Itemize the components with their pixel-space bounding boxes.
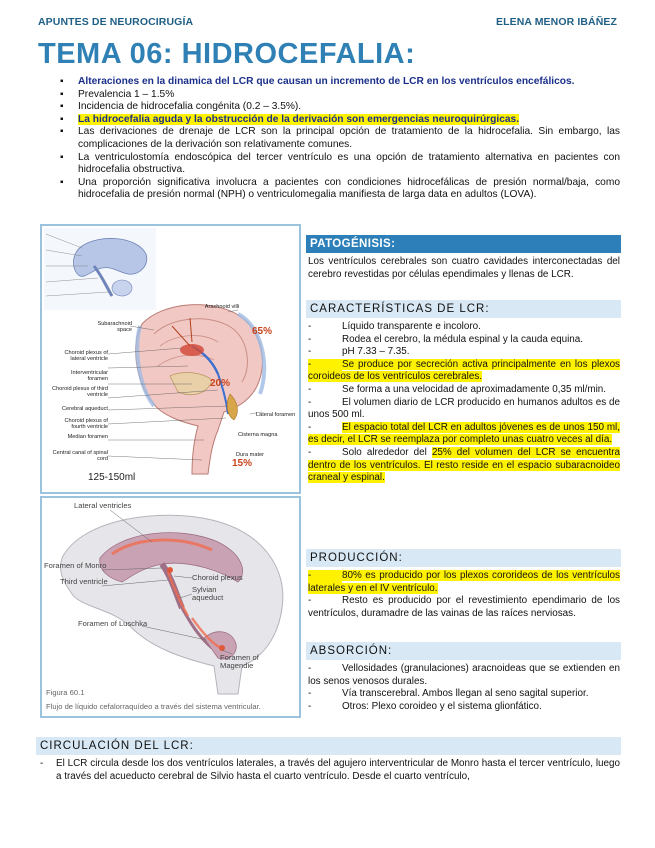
- section-heading-absorcion: ABSORCIÓN:: [306, 642, 621, 660]
- label-sylvian-aqueduct: Sylvian aqueduct: [192, 585, 224, 603]
- percent-label-15: 15%: [232, 458, 253, 469]
- label-interventricular-foramen: Interventricular foramen: [71, 370, 108, 383]
- csf-volume-label: 125-150ml: [88, 472, 136, 483]
- list-item: - Vía transcerebral. Ambos llegan al seno sagital superior.: [308, 688, 589, 700]
- label-foramen-of-magendie: Foramen of Magendie: [220, 653, 259, 671]
- list-item: - Resto es producido por el revestimiento ependimario de los ventrículos, duramadre de las vainas de las raíces nerviosas.: [308, 595, 620, 619]
- running-header-right: ELENA MENOR IBÁÑEZ: [496, 16, 617, 28]
- list-item: - Se produce por secreción activa principalmente en los plexos coroideos de los ventrículos cerebrales.: [308, 358, 620, 383]
- patogenesis-text: Los ventrículos cerebrales son cuatro cavidades interconectadas del cerebro revestidas por células ependimales y llenas de LCR.: [308, 256, 620, 280]
- label-arachnoid-villi: Arachnoid villi: [204, 304, 240, 310]
- label-foramen-of-luschka: Foramen of Luschka: [78, 619, 148, 628]
- list-item: ▪ Una proporción significativa involucra a pacientes con condiciones hidrocefálicas de presión normal/baja, como hidrocefalia de presión normal (NPH) o ventriculomegalia manifiesta de larga data en adultos (LOVA).: [60, 177, 620, 202]
- absorcion-list: [308, 663, 620, 713]
- list-item: - Otros: Plexo coroideo y el sistema glionfático.: [308, 700, 542, 712]
- list-item: - Vellosidades (granulaciones) aracnoideas que se extienden en los senos venosos durales.: [308, 663, 620, 687]
- produccion-list: [308, 570, 620, 620]
- label-choroid-plexus-third: Choroid plexus of third ventricle: [52, 386, 108, 399]
- percent-label-65: 65%: [252, 326, 273, 337]
- list-item: - Líquido transparente e incoloro.: [308, 321, 481, 332]
- list-item: ▪ La hidrocefalia aguda y la obstrucción de la derivación son emergencias neuroquirúrgicas.: [60, 114, 620, 127]
- page-title: TEMA 06: HIDROCEFALIA:: [38, 38, 416, 70]
- label-central-canal: Central canal of spinal cord: [52, 450, 108, 463]
- label-third-ventricle: Third ventricle: [60, 577, 108, 586]
- caracteristicas-list: [308, 321, 620, 485]
- section-heading-circulacion: CIRCULACIÓN DEL LCR:: [36, 737, 621, 755]
- label-lateral-ventricles: Lateral ventricles: [74, 501, 132, 510]
- intro-bullet-list: [60, 76, 620, 202]
- section-heading-caracteristicas: CARACTERÍSTICAS DE LCR:: [306, 300, 621, 318]
- ventricular-system-illustration: [42, 498, 299, 716]
- ventricular-flow-figure: [40, 496, 301, 718]
- list-item: - Solo alrededor del 25% del volumen del LCR se encuentra dentro de los ventrículos. El resto reside en el espacio subaracnoideo craneal y espinal.: [308, 446, 621, 484]
- label-choroid-plexus-lateral: Choroid plexus of lateral ventricle: [64, 350, 108, 363]
- section-heading-patogenesis: PATOGÉNISIS:: [306, 235, 621, 253]
- label-subarachnoid-space: Subarachnoid space: [97, 321, 132, 334]
- list-item: ▪ Alteraciones en la dinamica del LCR que causan un incremento de LCR en los ventrículos encefálicos.: [60, 76, 620, 89]
- list-item: ▪ Incidencia de hidrocefalia congénita (0.2 – 3.5%).: [60, 101, 620, 114]
- label-choroid-plexus-fourth: Choroid plexus of fourth ventricle: [64, 418, 108, 431]
- label-cisterna-magna: Cisterna magna: [238, 432, 278, 438]
- list-item: - pH 7.33 – 7.35.: [308, 346, 410, 358]
- label-foramen-of-monro: Foramen of Monro: [44, 561, 107, 570]
- list-item: ▪ La ventriculostomía endoscópica del tercer ventrículo es una opción de tratamiento alternativa en pacientes con hidrocefalia obstructiva.: [60, 152, 620, 177]
- running-header-left: APUNTES DE NEUROCIRUGÍA: [38, 16, 194, 28]
- section-heading-produccion: PRODUCCIÓN:: [306, 549, 621, 567]
- list-item: ▪ Prevalencia 1 – 1.5%: [60, 89, 620, 102]
- list-item: - El volumen diario de LCR producido en humanos adultos es de unos 500 ml.: [308, 396, 620, 421]
- list-item: - Se forma a una velocidad de aproximadamente 0,35 ml/min.: [308, 383, 607, 395]
- list-item: - El espacio total del LCR en adultos jóvenes es de unos 150 ml, es decir, el LCR se reemplaza por completo unas cuatro veces al día.: [308, 421, 620, 446]
- list-item: - Rodea el cerebro, la médula espinal y la cauda equina.: [308, 333, 583, 345]
- label-lateral-foramen: Lateral foramen: [256, 412, 296, 418]
- label-median-foramen: Median foramen: [67, 434, 108, 440]
- figure-number: Figura 60.1: [46, 688, 85, 697]
- label-choroid-plexus: Choroid plexus: [192, 573, 243, 582]
- label-cerebral-aqueduct: Cerebral aqueduct: [61, 406, 108, 412]
- list-item: ▪ Las derivaciones de drenaje de LCR son la principal opción de tratamiento de la hidrocefalia. Sin embargo, las complicaciones de la derivación son relativamente comunes.: [60, 126, 620, 151]
- figure-caption: Flujo de líquido cefalorraquídeo a través del sistema ventricular.: [46, 702, 261, 711]
- label-dura-mater: Dura mater: [236, 452, 264, 458]
- csf-anatomy-figure: [40, 224, 301, 494]
- circulacion-text: - El LCR circula desde los dos ventrículos laterales, a través del agujero interventricular de Monro hasta el tercer ventrículo, luego a través del acueducto cerebral de Silvio hasta el cuarto ventrículo. Desde el cuarto ventrículo,: [40, 758, 620, 782]
- percent-label-20: 20%: [210, 378, 231, 389]
- list-item: - 80% es producido por los plexos cororideos de los ventrículos laterales y en el IV ventrículo.: [308, 570, 620, 594]
